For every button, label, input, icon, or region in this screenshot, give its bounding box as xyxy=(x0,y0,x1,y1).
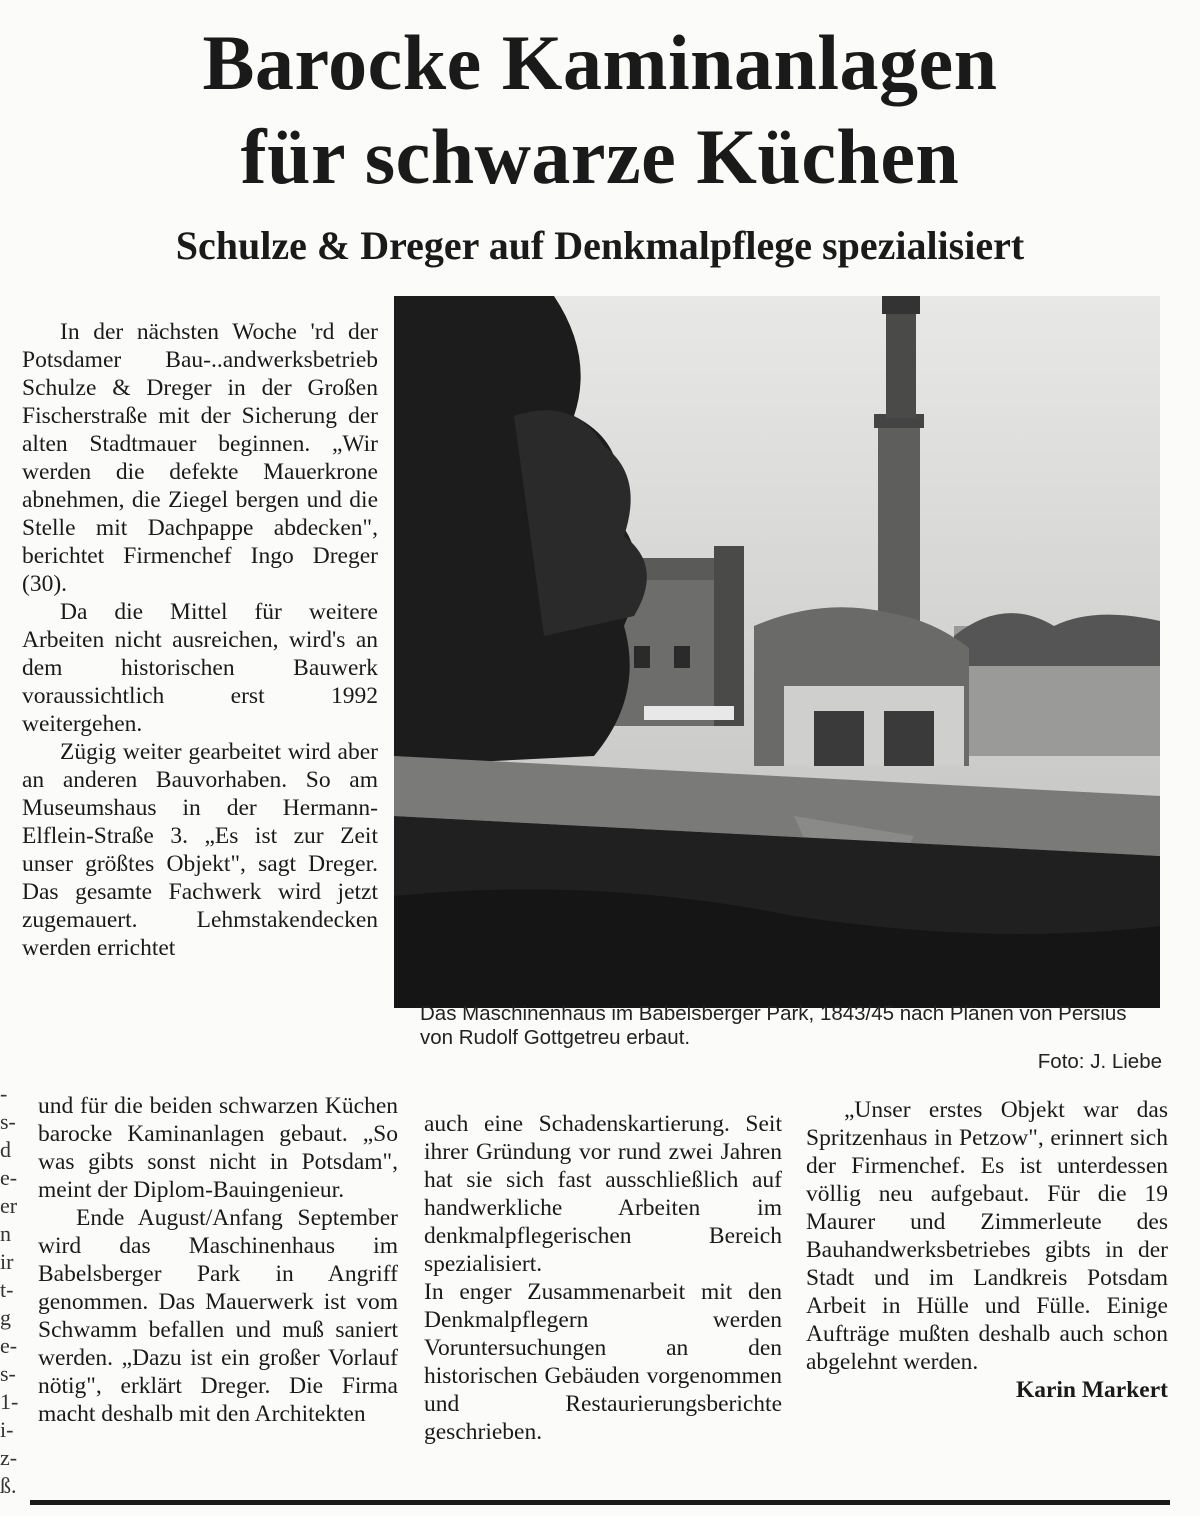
fragment-text: e- xyxy=(0,1333,18,1358)
article-column-3 xyxy=(424,1110,782,1446)
article-column-2 xyxy=(38,1092,398,1428)
paragraph: Zügig weiter gearbeitet wird aber an anderen Bauvorhaben. So am Museumshaus in der Hermann-Elflein-Straße 3. „Es ist zur Zeit unser größtes Objekt", sagt Dreger. Das gesamte Fachwerk wird jetzt zugemauert. Lehmstakendecken werden errichtet xyxy=(22,739,378,961)
article-column-1 xyxy=(22,318,378,962)
photo-image xyxy=(394,296,1160,1008)
paragraph: „Unser erstes Objekt war das Spritzenhaus in Petzow", erinnert sich der Firmenchef. Es ist unterdessen völlig neu aufgebaut. Für die 19 Maurer und Zimmerleute des Bauhandwerksbetriebes gibts in der Stadt und im Landkreis Potsdam Arbeit in Hülle und Fülle. Einige Aufträge mußten deshalb auch schon abgelehnt werden. xyxy=(806,1097,1168,1375)
fragment-text: s- xyxy=(0,1361,16,1386)
fragment-text: 1- xyxy=(0,1389,19,1414)
fragment-text: n xyxy=(0,1221,11,1246)
fragment-text: g xyxy=(0,1305,11,1330)
fragment-text: z- xyxy=(0,1445,18,1470)
fragment-text: d xyxy=(0,1137,11,1162)
caption-text: Das Maschinenhaus im Babelsberger Park, 1843/45 nach Plänen von Persius von Rudolf Gottgetreu erbaut. xyxy=(420,1002,1127,1049)
fragment-text: s- xyxy=(0,1109,16,1134)
fragment-text: e- xyxy=(0,1165,18,1190)
article-column-4 xyxy=(806,1096,1168,1404)
fragment-text: er xyxy=(0,1193,18,1218)
fragment-text: ß. xyxy=(0,1473,17,1498)
photo-maschinenhaus xyxy=(394,296,1160,1008)
subheadline: Schulze & Dreger auf Denkmalpflege spezialisiert xyxy=(175,223,1025,268)
paragraph: Da die Mittel für weitere Arbeiten nicht ausreichen, wird's an dem historischen Bauwerk voraussichtlich erst 1992 weitergehen. xyxy=(22,599,378,737)
fragment-text: - xyxy=(0,1081,8,1106)
paragraph: In der nächsten Woche 'rd der Potsdamer Bau-..andwerksbetrieb Schulze & Dreger in der Großen Fischerstraße mit der Sicherung der alten Stadtmauer beginnen. „Wir werden die defekte Mauerkrone abnehmen, die Ziegel bergen und die Stelle mit Dachpappe abdecken", berichtet Firmenchef Ingo Dreger (30). xyxy=(22,319,378,597)
photo-caption xyxy=(420,1002,1162,1074)
fragment-text: i- xyxy=(0,1417,14,1442)
fragment-text: t- xyxy=(0,1277,14,1302)
fragment-text: ir xyxy=(0,1249,14,1274)
paragraph: In enger Zusammenarbeit mit den Denkmalpflegern werden Voruntersuchungen an den historischen Gebäuden vorgenommen und Restaurierungsberichte geschrieben. xyxy=(424,1279,782,1445)
bottom-rule xyxy=(30,1500,1170,1505)
paragraph: auch eine Schadenskartierung. Seit ihrer Gründung vor rund zwei Jahren hat sie sich fast ausschließlich auf handwerkliche Arbeiten im denkmalpflegerischen Bereich spezialisiert. xyxy=(424,1111,782,1277)
adjacent-article-fragment xyxy=(0,1080,22,1500)
headline-line-1: Barocke Kaminanlagen xyxy=(202,19,998,106)
photo-credit: Foto: J. Liebe xyxy=(1037,1050,1162,1073)
paragraph: Ende August/Anfang September wird das Maschinenhaus im Babelsberger Park in Angriff genommen. Das Mauerwerk ist vom Schwamm befallen und muß saniert werden. „Dazu ist ein großer Vorlauf nötig", erklärt Dreger. Die Firma macht deshalb mit den Architekten xyxy=(38,1205,398,1427)
byline: Karin Markert xyxy=(1015,1377,1168,1403)
headline-line-2: für schwarze Küchen xyxy=(240,113,960,200)
paragraph: und für die beiden schwarzen Küchen barocke Kaminanlagen gebaut. „So was gibts sonst nicht in Potsdam", meint der Diplom-Bauingenieur. xyxy=(38,1093,398,1203)
